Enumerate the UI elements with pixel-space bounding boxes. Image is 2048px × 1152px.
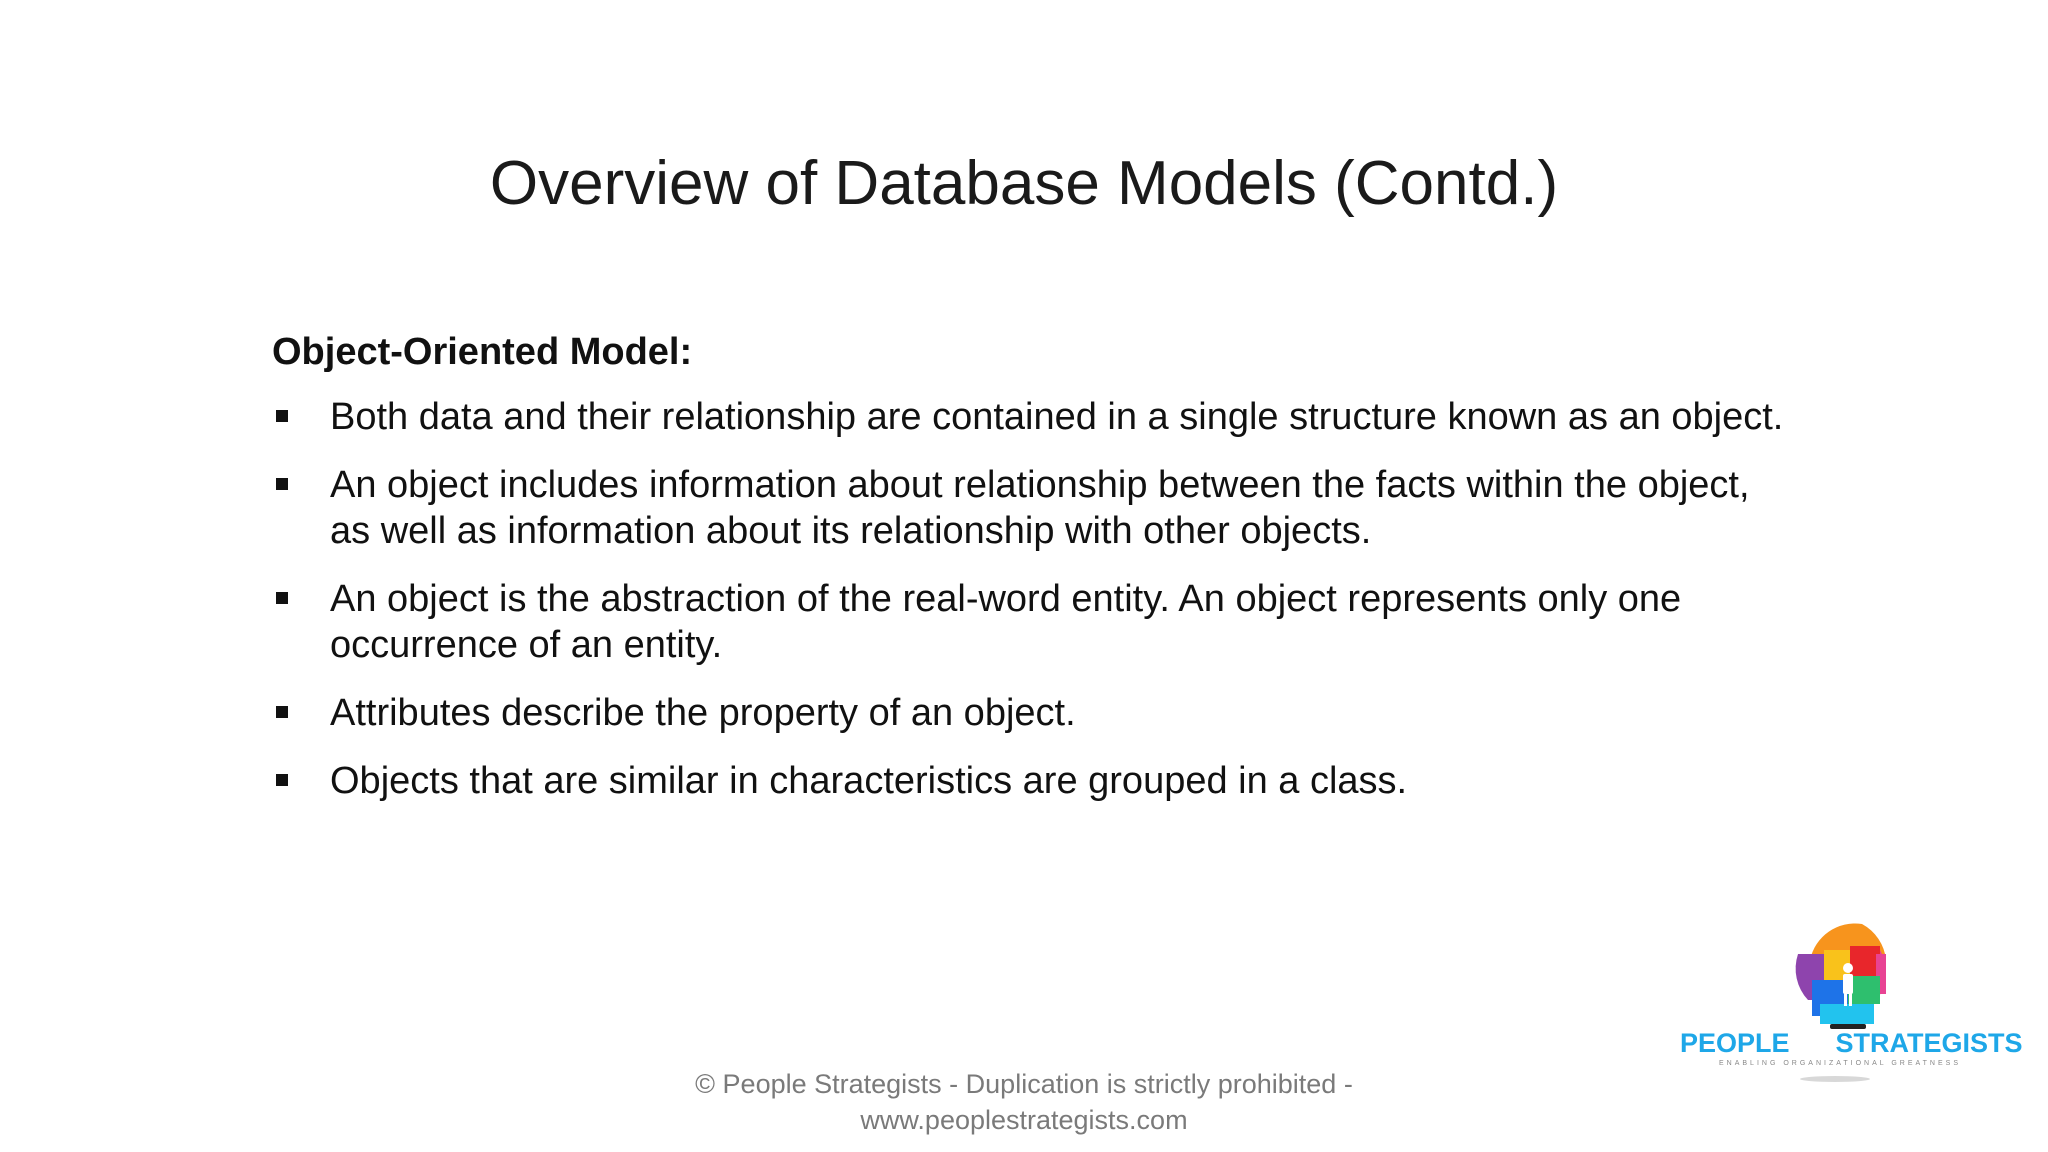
bullet-text: An object is the abstraction of the real-word entity. An object represents only one occurrence of an entity. [330, 578, 1682, 666]
bullet-text: Both data and their relationship are contained in a single structure known as an object. [330, 396, 1784, 438]
bullet-item [272, 758, 1792, 804]
square-bullet-icon [276, 706, 288, 718]
slide-title: Overview of Database Models (Contd.) [489, 149, 1559, 218]
bullet-text: An object includes information about relationship between the facts within the object, as well as information about its relationship with other objects. [330, 464, 1750, 552]
bullet-item [272, 394, 1792, 440]
square-bullet-icon [276, 774, 288, 786]
slide-content [272, 328, 1792, 826]
square-bullet-icon [276, 592, 288, 604]
bullet-item [272, 576, 1792, 668]
footer-copyright: © People Strategists - Duplication is strictly prohibited - [695, 1069, 1353, 1099]
logo-name-left: PEOPLE [1680, 1028, 1790, 1058]
logo-tagline: ENABLING ORGANIZATIONAL GREATNESS [1718, 1060, 1961, 1067]
square-bullet-icon [276, 478, 288, 490]
lightbulb-puzzle-icon [1680, 910, 2000, 1030]
logo-name-right: STRATEGISTS [1835, 1028, 2023, 1058]
section-heading: Object-Oriented Model: [272, 331, 693, 373]
footer-website: www.peoplestrategists.com [860, 1105, 1188, 1135]
bullet-text: Objects that are similar in characteristics are grouped in a class. [330, 760, 1408, 802]
people-strategists-logo [1680, 910, 2023, 1090]
bullet-item [272, 690, 1792, 736]
bullet-item [272, 462, 1792, 554]
square-bullet-icon [276, 410, 288, 422]
bullet-text: Attributes describe the property of an object. [330, 692, 1076, 734]
logo-wordmark [1680, 1028, 2023, 1059]
bullet-list [272, 394, 1792, 804]
